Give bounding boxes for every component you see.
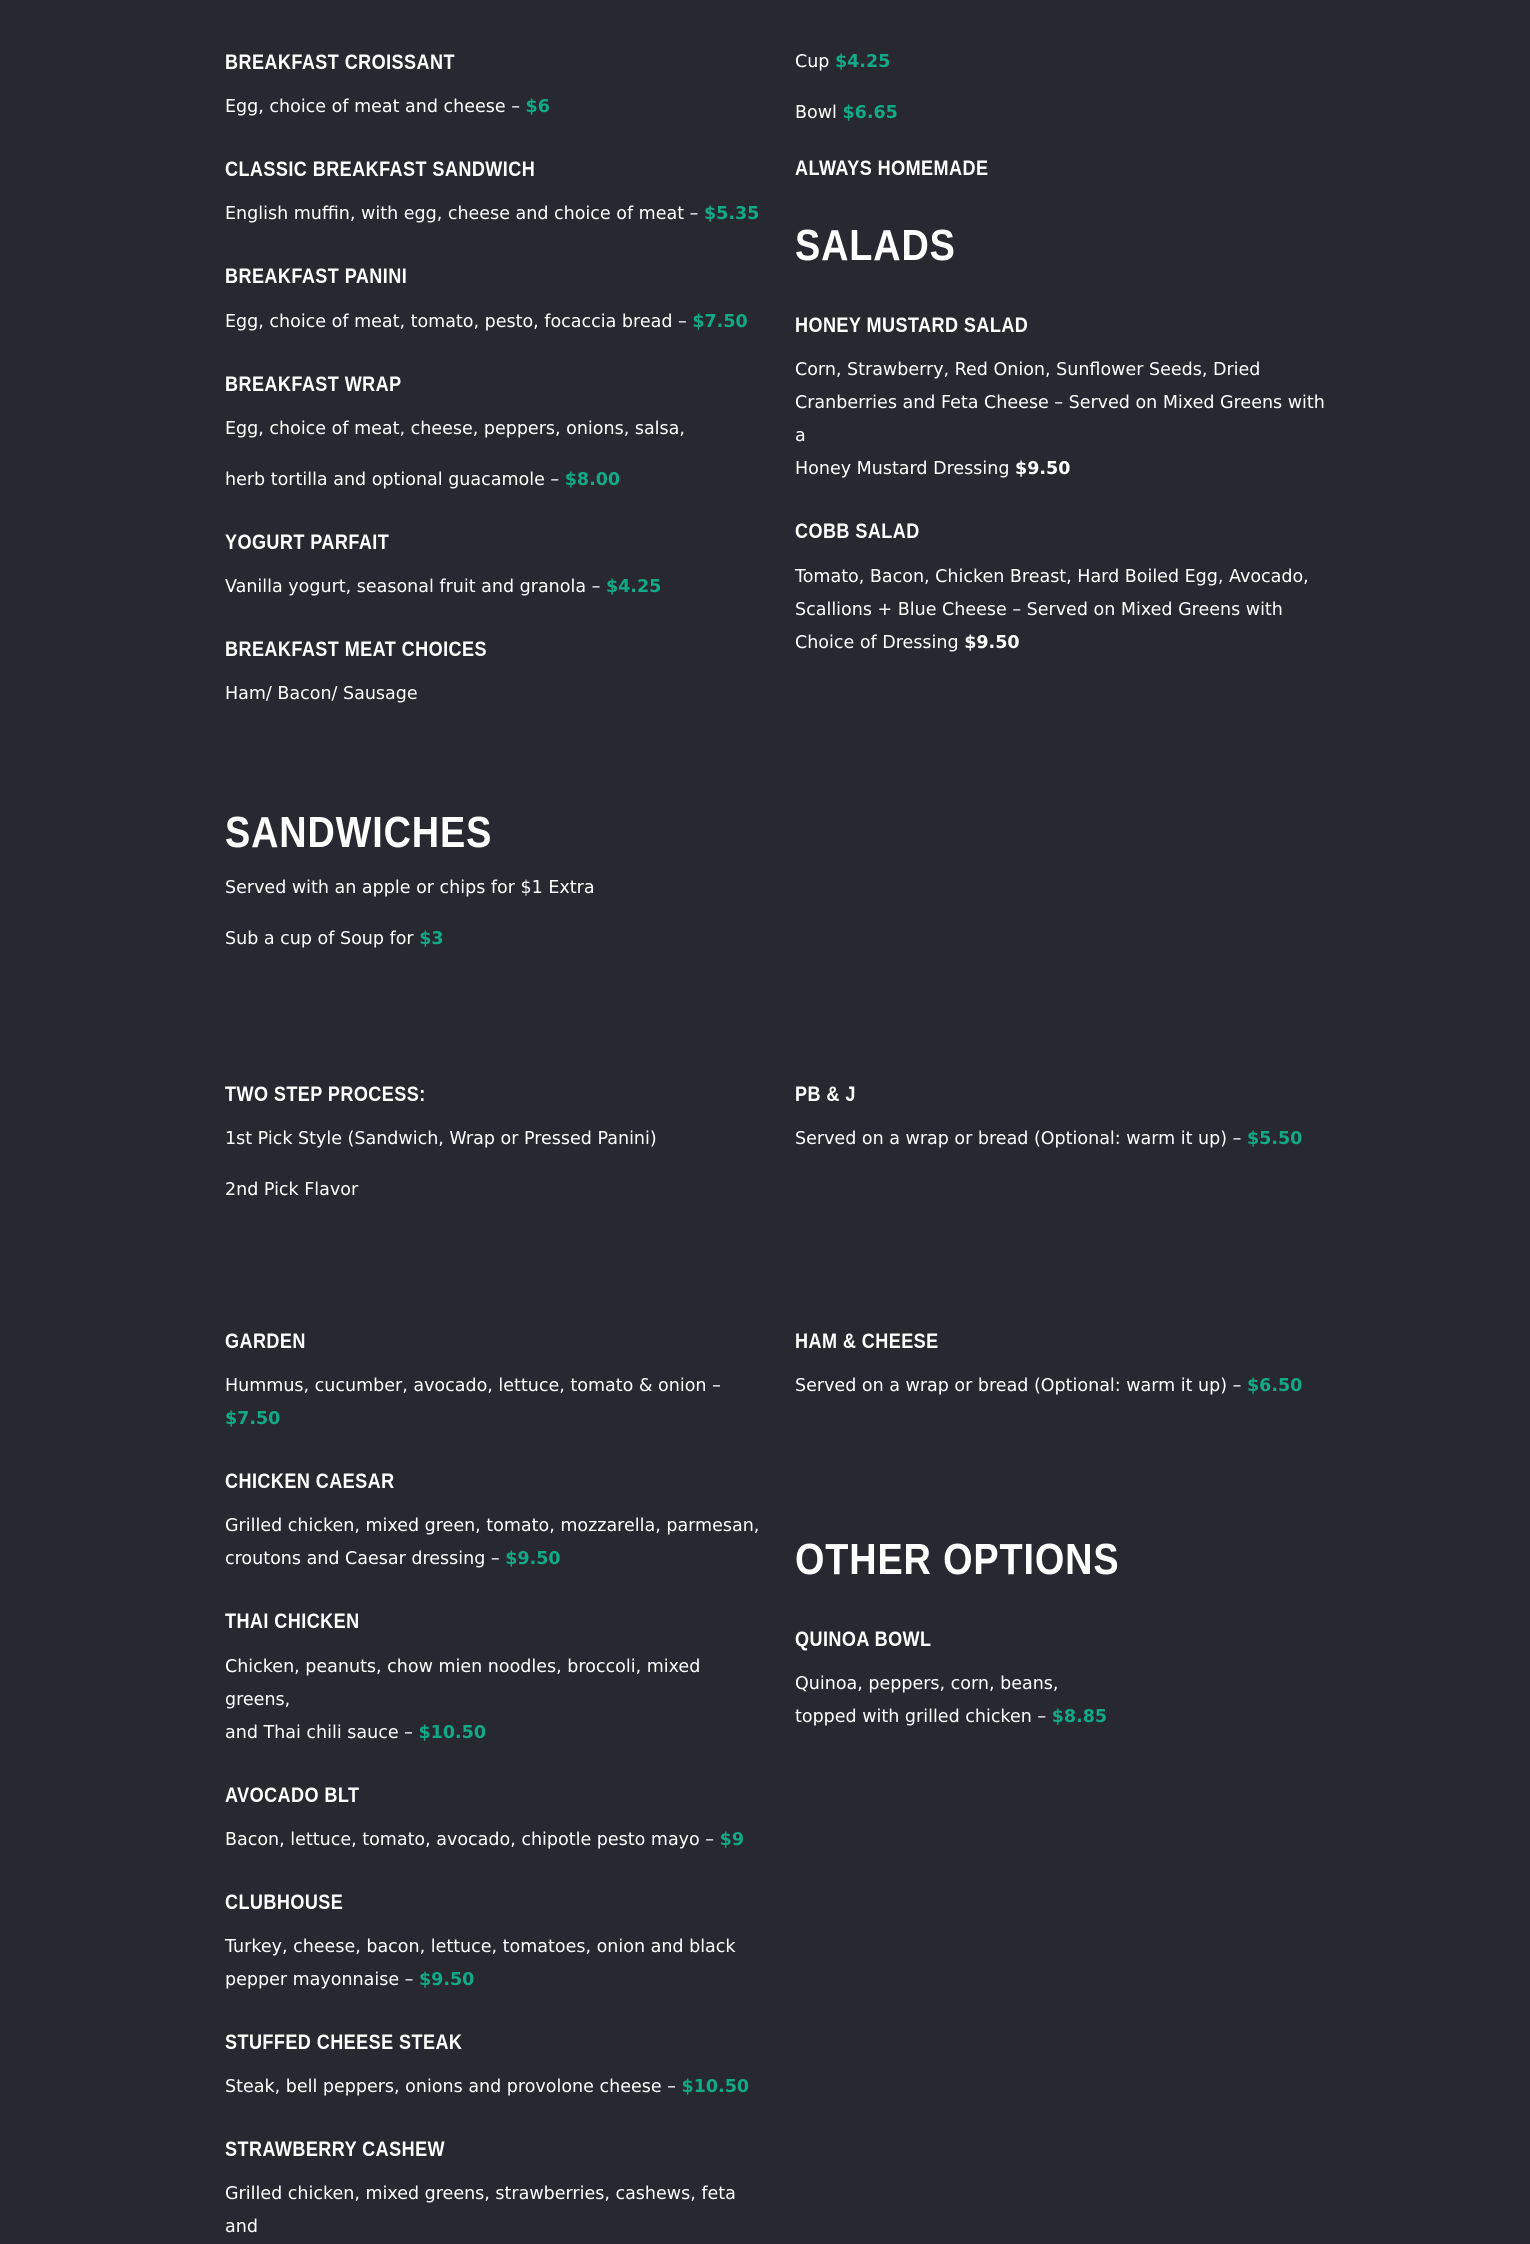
item-description: Bacon, lettuce, tomato, avocado, chipotle pesto mayo – $9 — [225, 1829, 744, 1850]
process-step: 2nd Pick Flavor — [225, 1180, 359, 1201]
item-price: $10.50 — [681, 2077, 750, 2098]
soup-sub-note: Sub a cup of Soup for $3 — [225, 929, 444, 949]
item-description: Quinoa, peppers, corn, beans, — [795, 1674, 1059, 1695]
item-price: $8.00 — [564, 469, 621, 490]
menu-item — [225, 1329, 765, 1436]
menu-item — [225, 50, 765, 124]
item-title: QUINOA BOWL — [795, 1628, 932, 1651]
item-price: $9.50 — [964, 632, 1020, 653]
breakfast-list — [225, 50, 765, 711]
menu-item — [795, 1627, 1335, 1734]
item-price: $5.35 — [703, 204, 760, 225]
item-price: $4.25 — [835, 52, 891, 72]
item-description: Egg, choice of meat, cheese, peppers, onions, salsa, — [225, 418, 685, 439]
item-description: Choice of Dressing $9.50 — [795, 632, 1020, 653]
item-title: CLASSIC BREAKFAST SANDWICH — [225, 158, 536, 182]
item-description: and Thai chili sauce – $10.50 — [225, 1722, 487, 1743]
menu-item — [795, 519, 1335, 659]
item-description: Hummus, cucumber, avocado, lettuce, tomato & onion – $7.50 — [225, 1376, 721, 1430]
item-description: Served on a wrap or bread (Optional: warm it up) – $5.50 — [795, 1129, 1303, 1150]
item-price: $5.50 — [1246, 1129, 1303, 1150]
item-title: TWO STEP PROCESS: — [225, 1083, 426, 1106]
menu-item — [225, 1783, 765, 1857]
item-title: HONEY MUSTARD SALAD — [795, 314, 1029, 338]
soup-bowl: Bowl $6.65 — [795, 103, 898, 123]
item-title: GARDEN — [225, 1330, 306, 1353]
item-description: pepper mayonnaise – $9.50 — [225, 1969, 475, 1990]
item-price: $9.50 — [505, 1549, 561, 1570]
item-description: Cranberries and Feta Cheese – Served on Mixed Greens with a — [795, 393, 1325, 447]
item-title: BREAKFAST PANINI — [225, 265, 408, 289]
other-options — [795, 1535, 1335, 1734]
section-title-sandwiches: SANDWICHES — [225, 808, 493, 857]
sandwiches-note: Served with an apple or chips for $1 Extra — [225, 878, 595, 898]
menu-item — [795, 1329, 1335, 1403]
item-description: Scallions + Blue Cheese – Served on Mixed Greens with — [795, 599, 1283, 620]
soup-cup: Cup $4.25 — [795, 52, 891, 72]
item-title: BREAKFAST CROISSANT — [225, 51, 455, 74]
item-price: $10.50 — [418, 1722, 487, 1743]
item-description: Steak, bell peppers, onions and provolone cheese – $10.50 — [225, 2077, 750, 2098]
item-description: topped with grilled chicken – $8.85 — [795, 1707, 1108, 1728]
menu-item — [225, 1469, 765, 1576]
item-price: $6 — [525, 97, 550, 118]
item-title: THAI CHICKEN — [225, 1610, 360, 1634]
item-description: Turkey, cheese, bacon, lettuce, tomatoes, onion and black — [225, 1936, 736, 1957]
item-price: $7.50 — [225, 1409, 281, 1430]
menu-item — [225, 2030, 765, 2104]
item-price: $9 — [719, 1829, 744, 1850]
item-description: Ham/ Bacon/ Sausage — [225, 684, 418, 705]
section-title-salads: SALADS — [795, 221, 956, 271]
item-title: PB & J — [795, 1083, 856, 1106]
item-description: Egg, choice of meat and cheese – $6 — [225, 97, 550, 118]
item-price: $7.50 — [692, 311, 748, 332]
item-title: COBB SALAD — [795, 520, 920, 544]
menu-item — [225, 2137, 765, 2244]
item-description: Grilled chicken, mixed green, tomato, mozzarella, parmesan, — [225, 1516, 760, 1537]
item-description: Grilled chicken, mixed greens, strawberries, cashews, feta and — [225, 2184, 736, 2238]
item-description: Served on a wrap or bread (Optional: warm it up) – $6.50 — [795, 1376, 1303, 1397]
menu-item — [795, 313, 1335, 486]
item-price: $4.25 — [605, 576, 662, 597]
item-title: YOGURT PARFAIT — [225, 530, 390, 554]
soup-note: ALWAYS HOMEMADE — [795, 157, 989, 180]
item-description: English muffin, with egg, cheese and choice of meat – $5.35 — [225, 204, 760, 225]
item-price: $6.65 — [842, 103, 898, 123]
menu-item — [225, 1890, 765, 1997]
item-description: Vanilla yogurt, seasonal fruit and granola – $4.25 — [225, 576, 662, 597]
item-price: $9.50 — [1015, 459, 1071, 480]
process-step: 1st Pick Style (Sandwich, Wrap or Pressed Panini) — [225, 1129, 657, 1150]
sandwiches-header — [225, 808, 1125, 956]
item-description: Chicken, peanuts, chow mien noodles, broccoli, mixed greens, — [225, 1656, 701, 1710]
item-title: AVOCADO BLT — [225, 1783, 360, 1807]
menu-item — [225, 637, 765, 711]
item-title: STRAWBERRY CASHEW — [225, 2138, 446, 2162]
item-price: $6.50 — [1246, 1376, 1303, 1397]
item-title: BREAKFAST WRAP — [225, 372, 402, 396]
menu-item — [795, 1082, 1335, 1156]
menu-item — [225, 530, 765, 604]
sandwich-list — [225, 1329, 765, 2244]
item-description: Egg, choice of meat, tomato, pesto, focaccia bread – $7.50 — [225, 311, 748, 332]
item-description: herb tortilla and optional guacamole – $8.00 — [225, 469, 621, 490]
item-description: Tomato, Bacon, Chicken Breast, Hard Boiled Egg, Avocado, — [795, 566, 1309, 587]
item-description: croutons and Caesar dressing – $9.50 — [225, 1549, 561, 1570]
menu-item — [225, 264, 765, 338]
item-description: Honey Mustard Dressing $9.50 — [795, 459, 1071, 480]
item-title: CHICKEN CAESAR — [225, 1470, 395, 1494]
item-price: $8.85 — [1051, 1707, 1108, 1728]
item-description: Corn, Strawberry, Red Onion, Sunflower Seeds, Dried — [795, 360, 1261, 381]
item-title: STUFFED CHEESE STEAK — [225, 2030, 463, 2054]
soup-salads-column — [795, 46, 1335, 660]
section-title-other-options: OTHER OPTIONS — [795, 1535, 1120, 1584]
item-title: BREAKFAST MEAT CHOICES — [225, 637, 487, 661]
item-price: $9.50 — [419, 1969, 475, 1990]
two-step-process — [225, 1082, 765, 1207]
menu-item — [225, 1609, 765, 1749]
item-title: HAM & CHEESE — [795, 1330, 939, 1353]
item-title: CLUBHOUSE — [225, 1890, 344, 1914]
item-price: $3 — [419, 929, 444, 949]
menu-item — [225, 372, 765, 497]
menu-item — [225, 157, 765, 231]
